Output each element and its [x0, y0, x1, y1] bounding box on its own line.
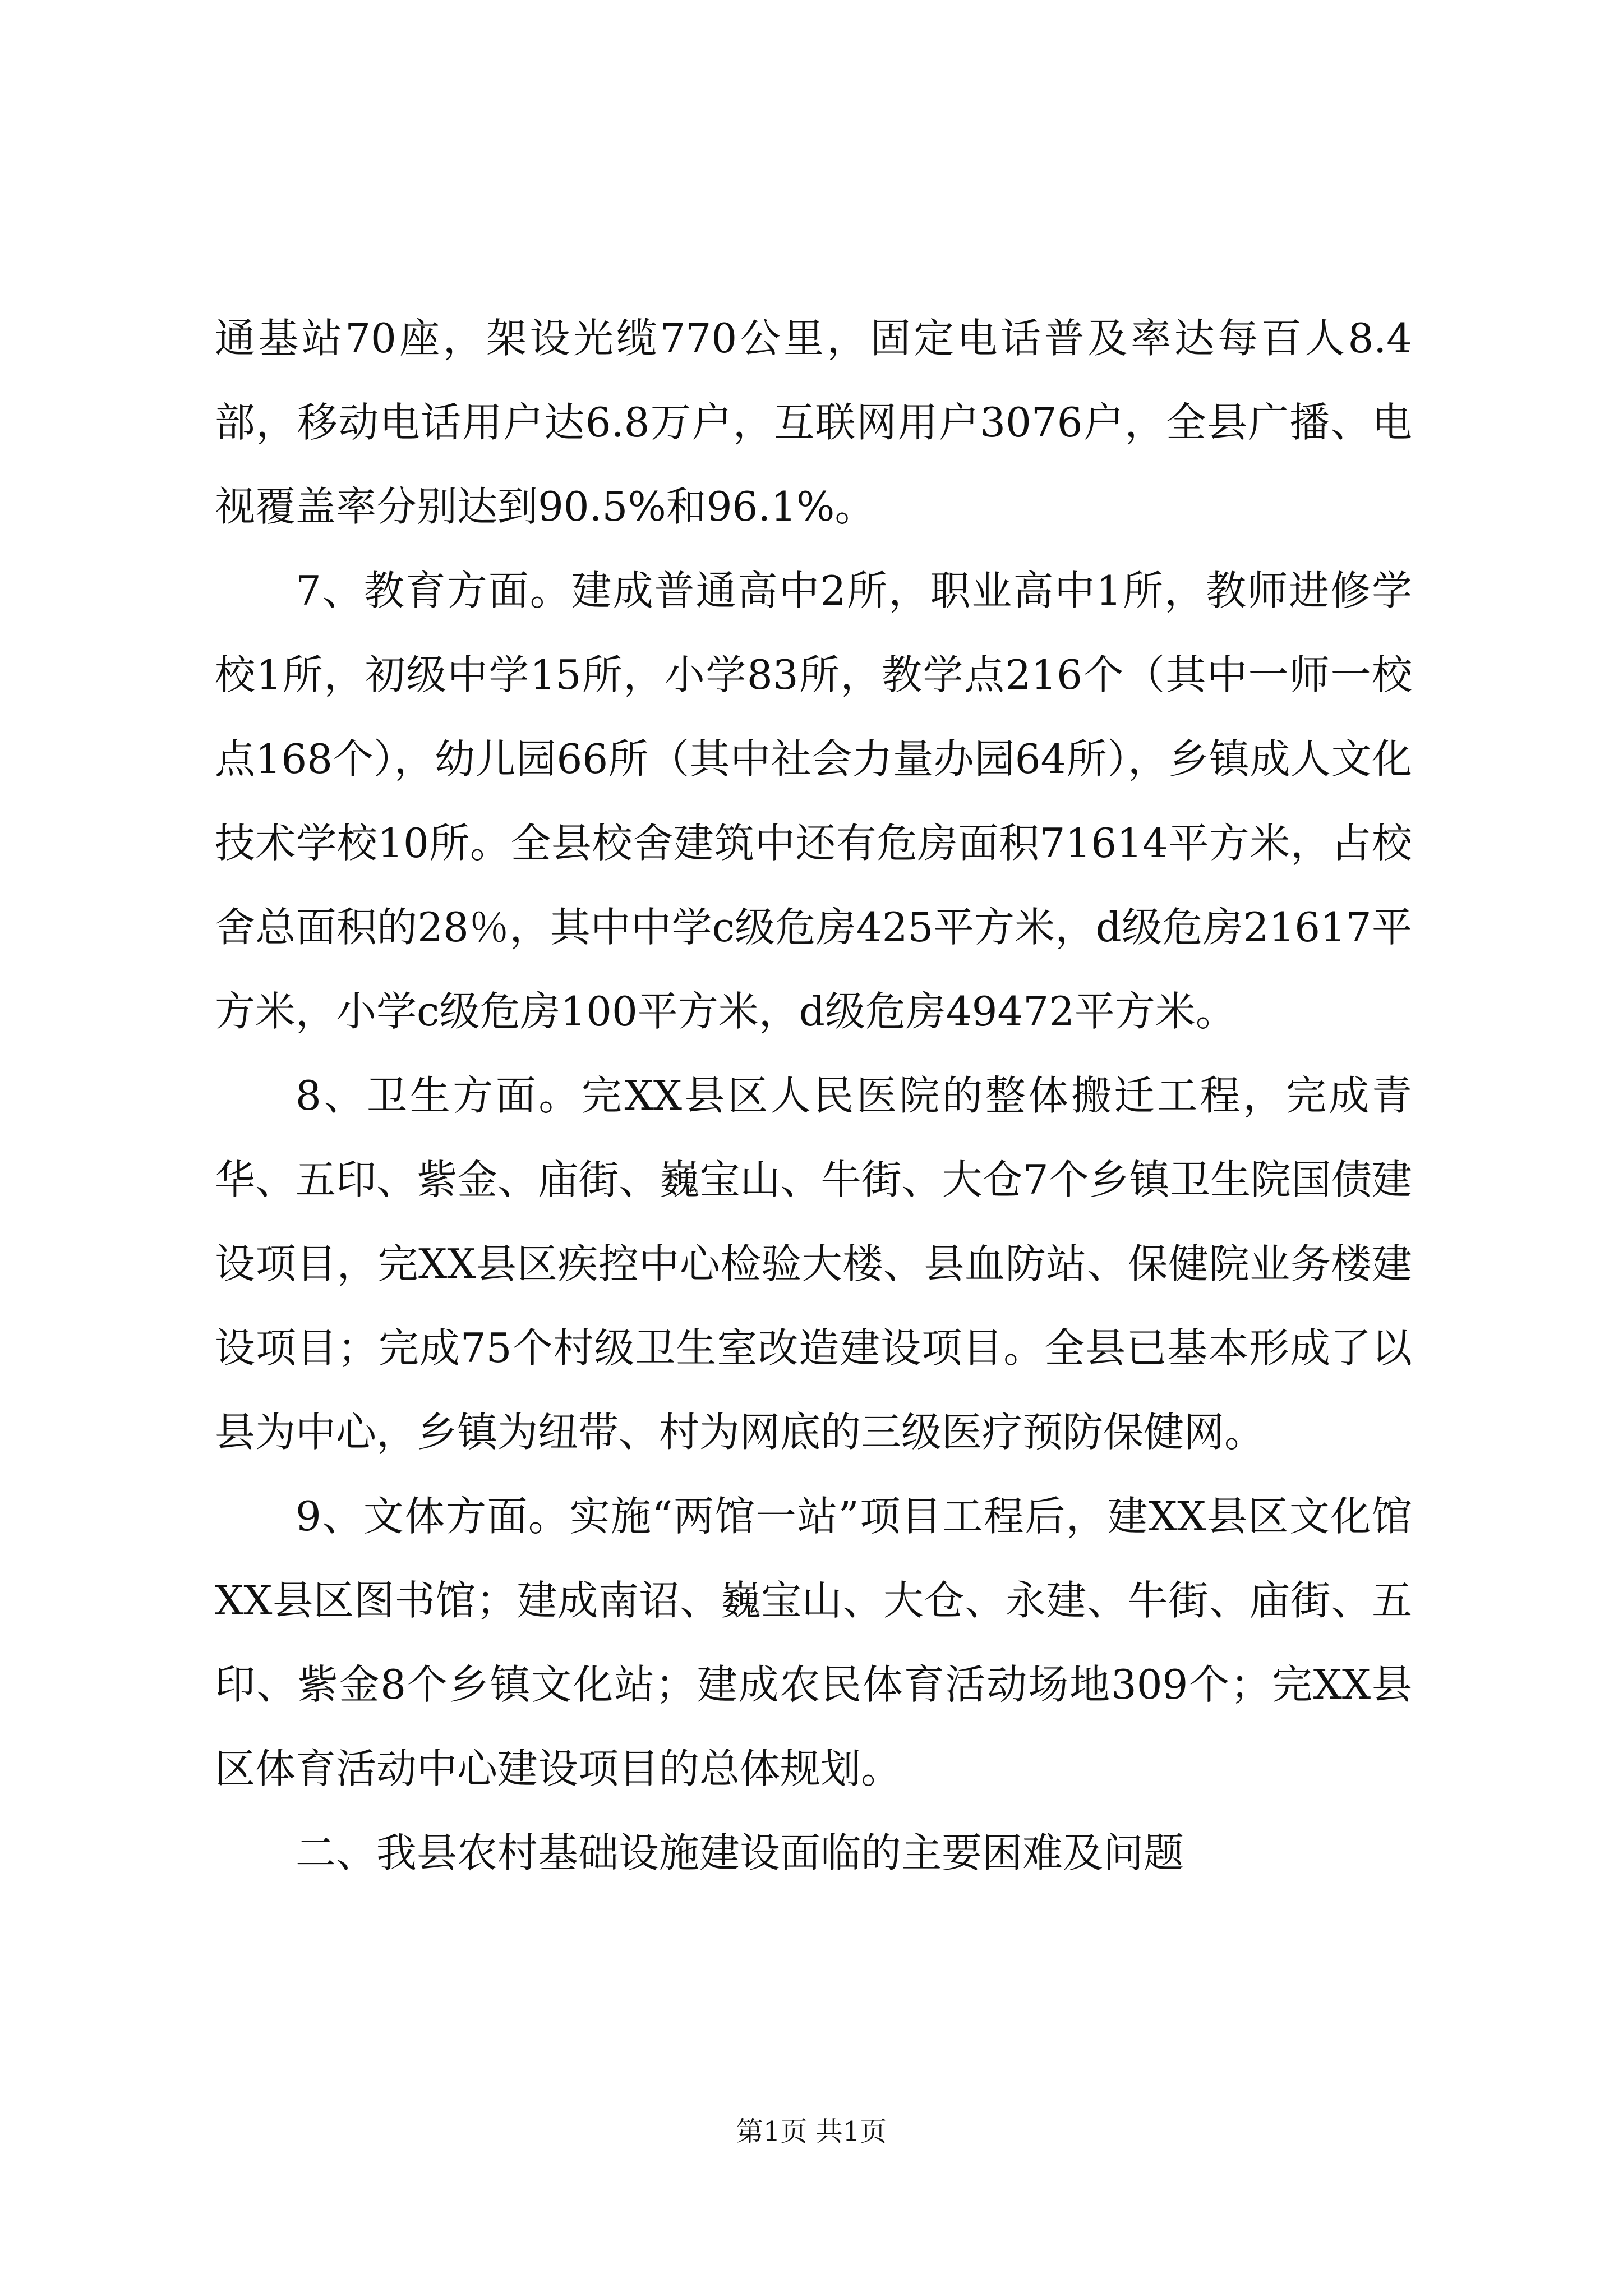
paragraph-health: 8、卫生方面。完XX县区人民医院的整体搬迁工程，完成青华、五印、紫金、庙街、巍宝山、牛街、大仓7个乡镇卫生院国债建设项目，完XX县区疾控中心检验大楼、县血防站、保健院业务楼建设项目；完成75个村级卫生室改造建设项目。全县已基本形成了以县为中心，乡镇为纽带、村为网底的三级医疗预防保健网。: [215, 1072, 1412, 1456]
document-body: [215, 296, 1412, 1895]
section-heading-difficulties: 二、我县农村基础设施建设面临的主要困难及问题: [296, 1829, 1184, 1876]
paragraph-culture-sports: 9、文体方面。实施“两馆一站”项目工程后，建XX县区文化馆XX县区图书馆；建成南诏、巍宝山、大仓、永建、牛街、庙街、五印、紫金8个乡镇文化站；建成农民体育活动场地309个；完XX县区体育活动中心建设项目的总体规划。: [215, 1493, 1412, 1792]
page-number-footer: 第1页 共1页: [736, 2116, 887, 2147]
paragraph-telecom: 通基站70座，架设光缆770公里，固定电话普及率达每百人8.4部，移动电话用户达6.8万户，互联网用户3076户，全县广播、电视覆盖率分别达到90.5%和96.1%。: [215, 315, 1412, 530]
paragraph-education: 7、教育方面。建成普通高中2所，职业高中1所，教师进修学校1所，初级中学15所，小学83所，教学点216个（其中一师一校点168个），幼儿园66所（其中社会力量办园64所），乡镇成人文化技术学校10所。全县校舍建筑中还有危房面积71614平方米，占校舍总面积的28％，其中中学c级危房425平方米，d级危房21617平方米，小学c级危房100平方米，d级危房49472平方米。: [215, 567, 1412, 1035]
